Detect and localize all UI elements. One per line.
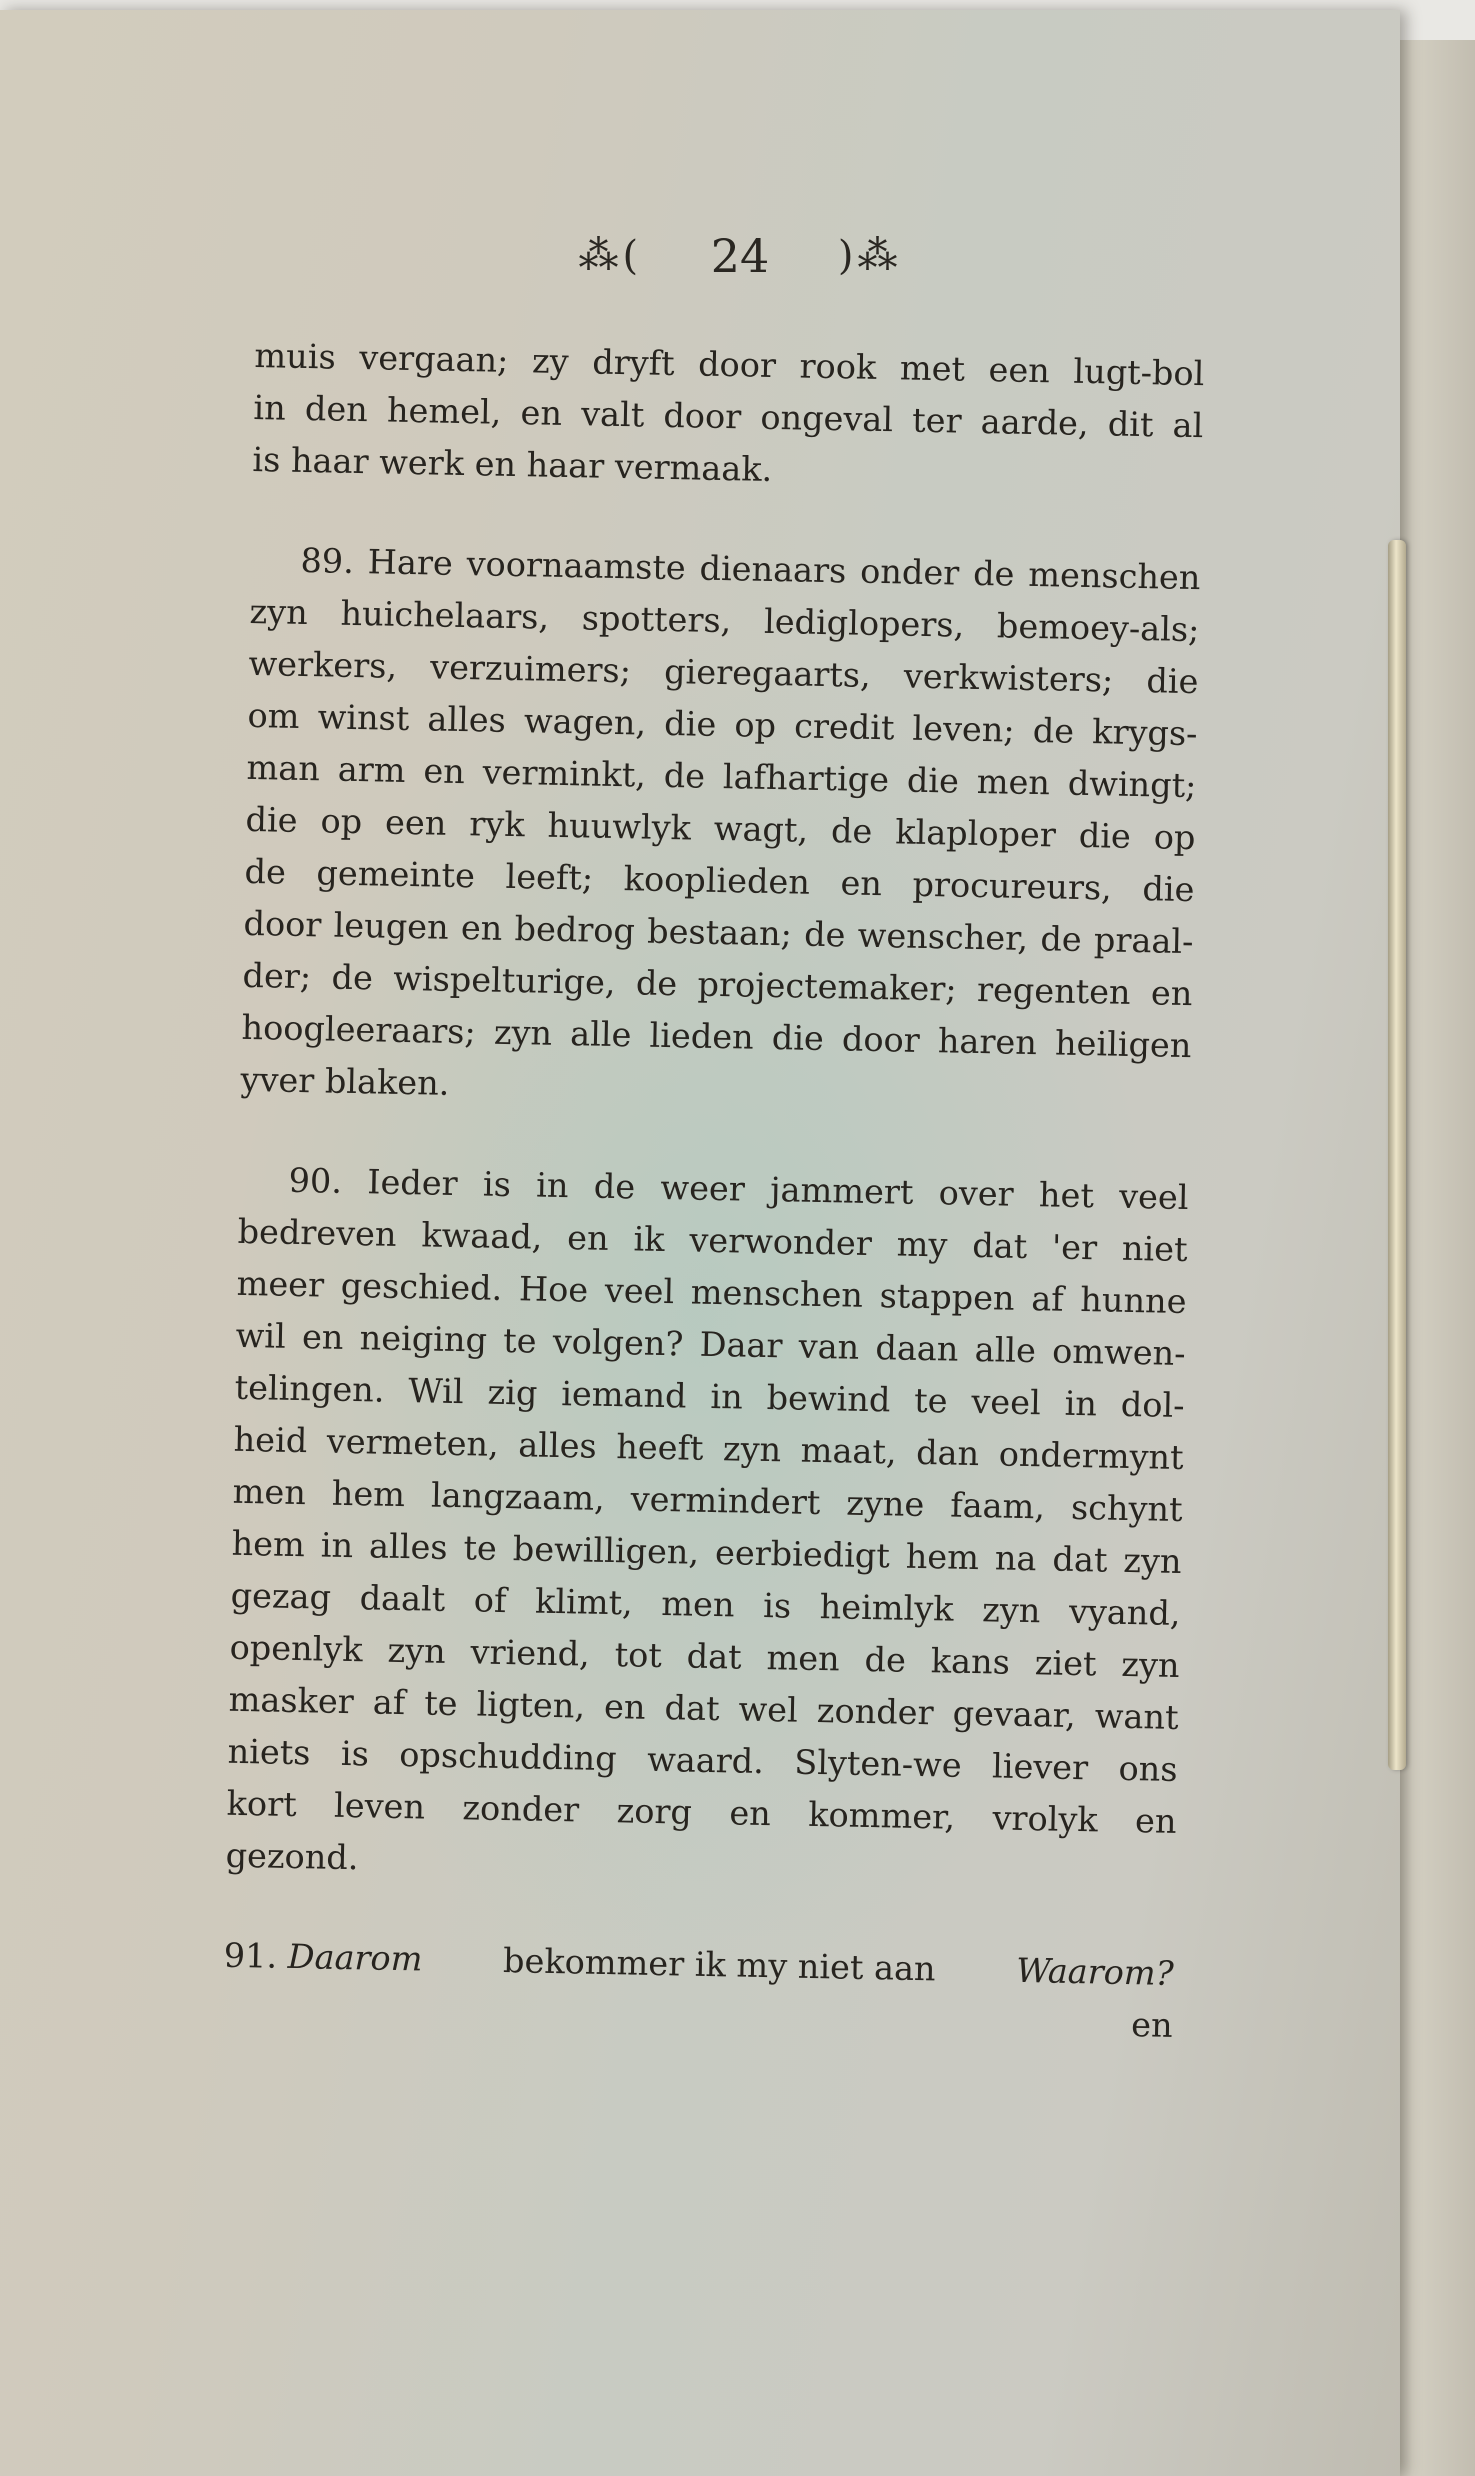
ornament-right: )⁂ — [837, 233, 902, 279]
text-line: werkers, verzuimers; gieregaarts, verkwisters; die — [248, 643, 1199, 702]
text-segment: bekommer ik my niet aan — [502, 1941, 936, 1989]
text-line: men hem langzaam, vermindert zyne faam, schynt — [232, 1471, 1183, 1530]
text-line: man arm en verminkt, de lafhartige die men dwingt; — [246, 747, 1197, 806]
text-line: om winst alles wagen, die op credit leven; de krygs- — [247, 695, 1198, 754]
text-line: wil en neiging te volgen? Daar van daan alle omwen- — [235, 1315, 1186, 1374]
paragraph-number-91: 91. — [223, 1935, 278, 1976]
page-text — [222, 330, 1205, 2052]
text-line: zyn huichelaars, spotters, lediglopers, bemoey-als; — [249, 591, 1200, 650]
text-line: hem in alles te bewilligen, eerbiedigt hem na dat zyn — [231, 1523, 1182, 1582]
italic-word-daarom: Daarom — [287, 1936, 423, 1979]
text-line: openlyk zyn vriend, tot dat men de kans ziet zyn — [229, 1627, 1180, 1685]
page-number: 24 — [710, 229, 770, 283]
text-line: hoogleeraars; zyn alle lieden die door haren heiligen — [241, 1007, 1192, 1066]
text-line: gezag daalt of klimt, men is heimlyk zyn vyand, — [230, 1575, 1181, 1634]
catchword: en — [1130, 2005, 1173, 2045]
page-edge-strip — [1388, 540, 1406, 1770]
paragraph-90 — [225, 1154, 1189, 1900]
italic-word-waarom: Waarom? — [1015, 1950, 1174, 1993]
text-line: door leugen en bedrog bestaan; de wenscher, de praal- — [243, 903, 1194, 962]
text-line: heid vermeten, alles heeft zyn maat, dan ondermynt — [233, 1419, 1184, 1478]
text-line: kort leven zonder zorg en kommer, vrolyk en — [226, 1783, 1177, 1841]
text-line: gezond. — [225, 1835, 359, 1878]
text-line: de gemeinte leeft; kooplieden en procureurs, die — [244, 851, 1195, 910]
text-line: 89. Hare voornaamste dienaars onder de menschen — [300, 540, 1201, 598]
text-line: is haar werk en haar vermaak. — [252, 439, 773, 489]
text-line: masker af te ligten, en dat wel zonder gevaar, want — [228, 1679, 1179, 1737]
text-line: meer geschied. Hoe veel menschen stappen af hunne — [236, 1263, 1187, 1322]
text-line: niets is opschudding waard. Slyten-we liever ons — [227, 1731, 1178, 1789]
text-line: bedreven kwaad, en ik verwonder my dat 'er niet — [237, 1211, 1188, 1270]
paragraph-continuation — [252, 330, 1205, 504]
paragraph-89 — [240, 534, 1201, 1124]
text-line: muis vergaan; zy dryft door rook met een lugt-bol — [254, 335, 1205, 394]
text-line: in den hemel, en valt door ongeval ter aarde, dit al — [253, 387, 1204, 446]
text-line: telingen. Wil zig iemand in bewind te veel in dol- — [234, 1367, 1185, 1426]
text-line: der; de wispelturige, de projectemaker; regenten en — [242, 955, 1193, 1014]
text-line: 90. Ieder is in de weer jammert over het veel — [288, 1160, 1189, 1218]
ornament-left: ⁂( — [578, 233, 643, 279]
book-page — [0, 10, 1400, 2476]
text-line: yver blaken. — [240, 1059, 450, 1103]
text-line: die op een ryk huuwlyk wagt, de klaploper die op — [245, 799, 1196, 858]
page-header — [560, 225, 920, 305]
